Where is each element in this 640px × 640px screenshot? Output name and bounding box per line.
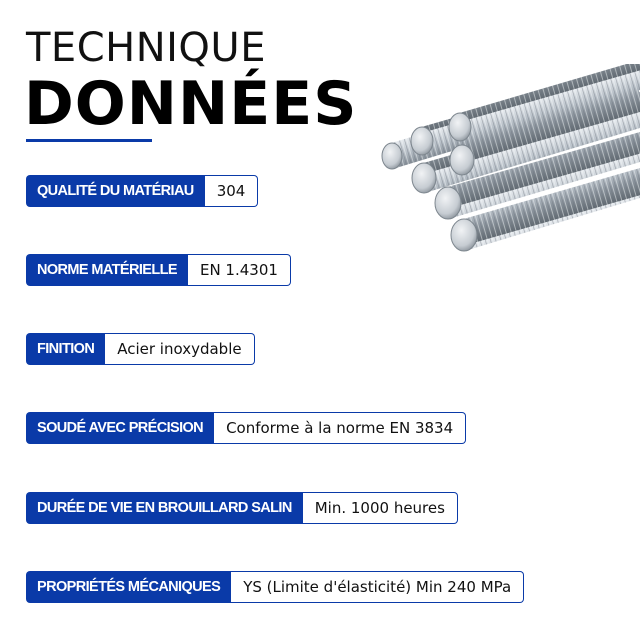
spec-value: Acier inoxydable: [105, 333, 254, 365]
spec-value: EN 1.4301: [188, 254, 291, 286]
title-technique: TECHNIQUE: [26, 25, 266, 71]
spec-value: Conforme à la norme EN 3834: [214, 412, 466, 444]
spec-label: FINITION: [26, 333, 105, 365]
title-donnees: DONNÉES: [24, 69, 358, 139]
spec-label: SOUDÉ AVEC PRÉCISION: [26, 412, 214, 444]
spec-value: YS (Limite d'élasticité) Min 240 MPa: [231, 571, 524, 603]
spec-value: Min. 1000 heures: [303, 492, 458, 524]
spec-row-salt-spray-life: [26, 492, 458, 524]
threaded-rods-image: [372, 64, 640, 264]
title-underline: [26, 139, 152, 142]
spec-row-material-standard: [26, 254, 291, 286]
spec-label: PROPRIÉTÉS MÉCANIQUES: [26, 571, 231, 603]
spec-row-finish: [26, 333, 255, 365]
spec-row-precision-welded: [26, 412, 466, 444]
spec-row-material-grade: [26, 175, 258, 207]
spec-row-mechanical-properties: [26, 571, 524, 603]
spec-label: NORME MATÉRIELLE: [26, 254, 188, 286]
spec-value: 304: [205, 175, 259, 207]
spec-label: DURÉE DE VIE EN BROUILLARD SALIN: [26, 492, 303, 524]
spec-label: QUALITÉ DU MATÉRIAU: [26, 175, 205, 207]
